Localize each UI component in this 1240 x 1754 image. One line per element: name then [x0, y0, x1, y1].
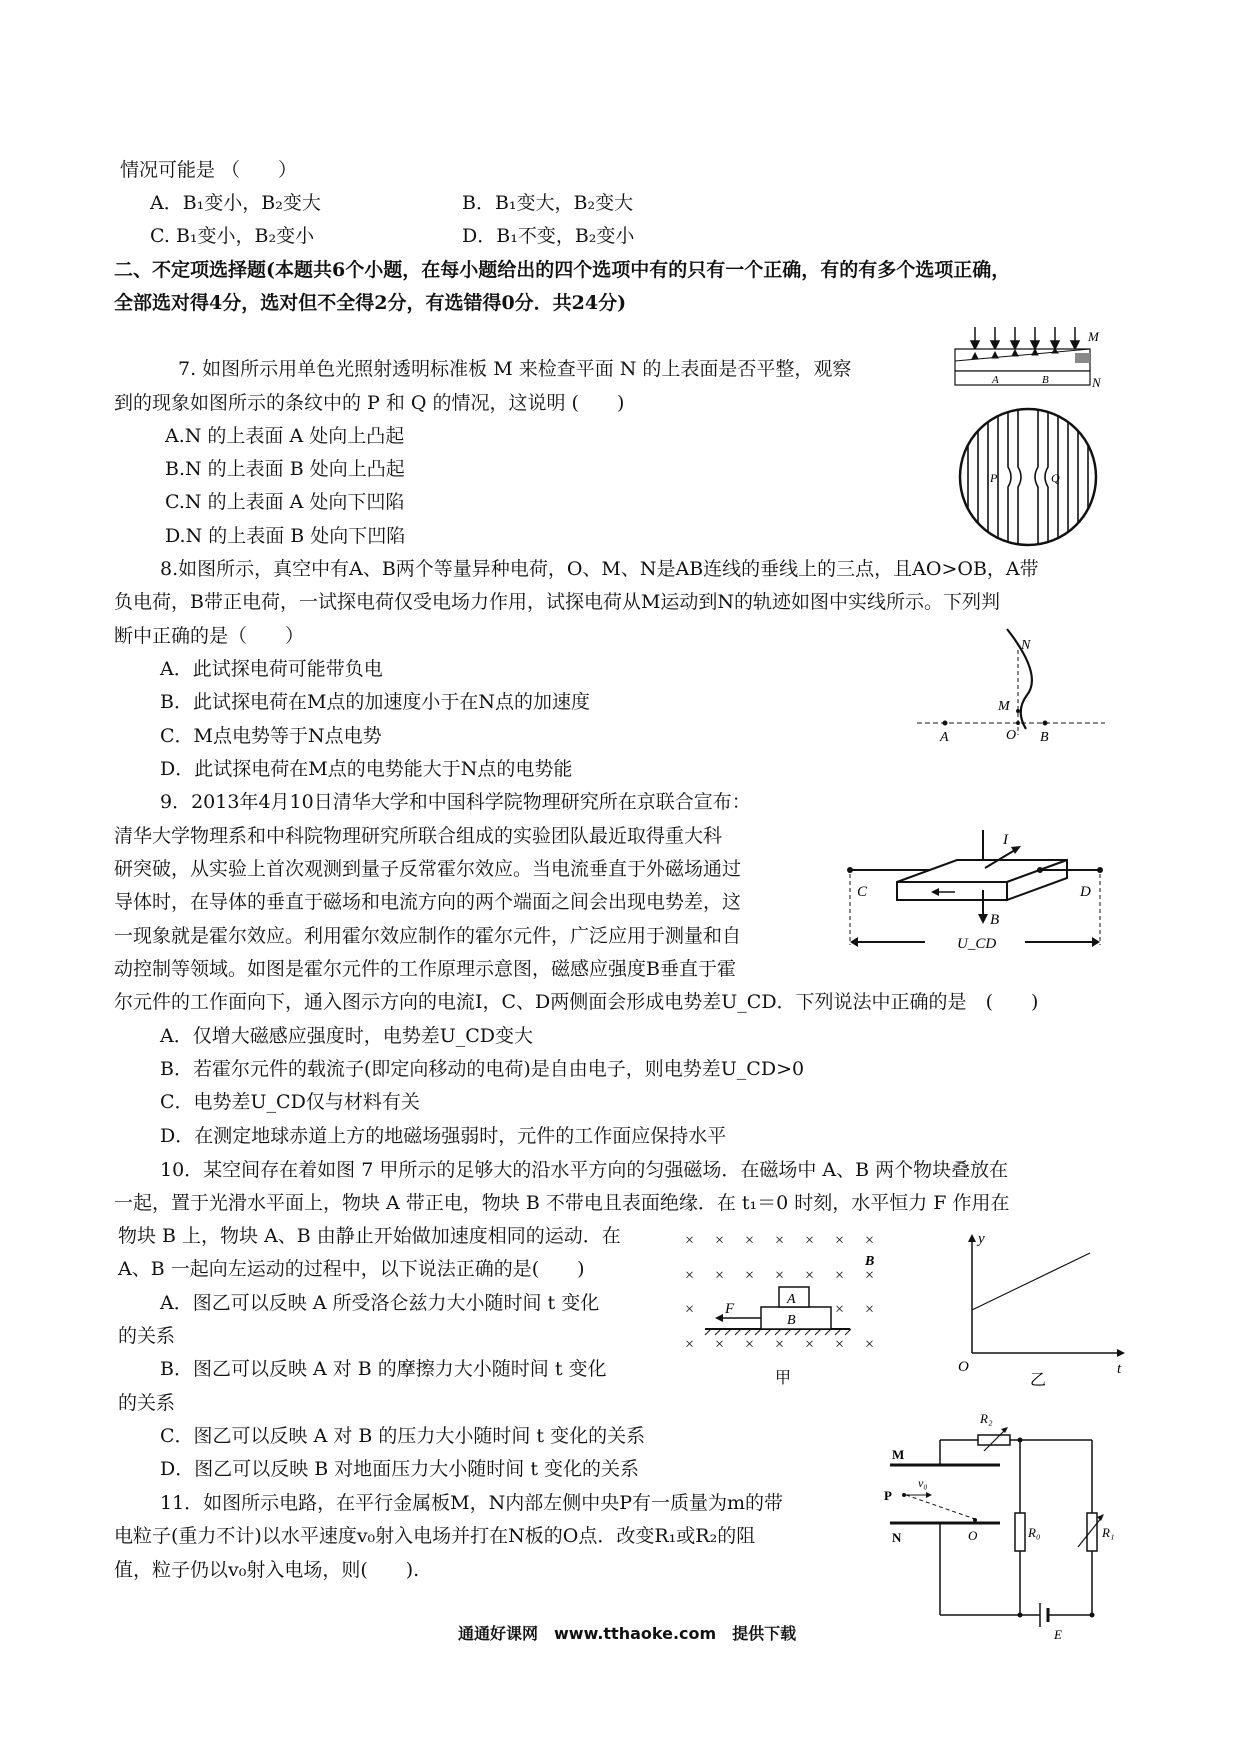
svg-text:×: × — [835, 1301, 845, 1318]
q9-option-d: D．在测定地球赤道上方的地磁场强弱时，元件的工作面应保持水平 — [160, 1125, 727, 1147]
svg-text:×: × — [685, 1336, 695, 1353]
q9-stem-3: 研突破，从实验上首次观测到量子反常霍尔效应。当电流垂直于外磁场通过 — [114, 858, 742, 880]
q11-label-o: O — [968, 1528, 978, 1543]
q10-stem-1: 10．某空间存在着如图 7 甲所示的足够大的沿水平方向的匀强磁场．在磁场中 A、B 两个物块叠放在 — [160, 1159, 1009, 1181]
q10-label-f: F — [725, 1301, 735, 1317]
svg-text:×: × — [805, 1336, 815, 1353]
q7-label-n: N — [1092, 375, 1101, 390]
svg-text:×: × — [805, 1232, 815, 1249]
q8-option-d: D．此试探电荷在M点的电势能大于N点的电势能 — [160, 758, 573, 780]
svg-text:×: × — [745, 1336, 755, 1353]
q11-label-r1: R₁ — [1102, 1525, 1115, 1540]
q7-option-b: B.N 的上表面 B 处向上凸起 — [165, 458, 405, 480]
q8-stem-1: 8.如图所示，真空中有A、B两个等量异种电荷，O、M、N是AB连线的垂线上的三点，且AO>OB，A带 — [160, 558, 1039, 580]
svg-text:×: × — [865, 1336, 875, 1353]
q10-label-b: B — [787, 1313, 796, 1328]
q7-label-a: A — [992, 374, 999, 386]
q10-option-b-1: B．图乙可以反映 A 对 B 的摩擦力大小随时间 t 变化 — [160, 1358, 607, 1380]
q9-label-c: C — [857, 884, 868, 900]
q11-label-r2: R₂ — [980, 1411, 993, 1426]
q10-label-field: B — [865, 1254, 875, 1269]
q7-label-b: B — [1042, 374, 1049, 386]
q10-label-origin: O — [958, 1359, 969, 1375]
q10-figure-yi-graph — [950, 1225, 1130, 1390]
svg-text:×: × — [835, 1336, 845, 1353]
svg-text:×: × — [715, 1267, 725, 1284]
q8-label-o: O — [1006, 728, 1017, 743]
q9-label-i: I — [1003, 832, 1008, 848]
svg-text:×: × — [685, 1301, 695, 1318]
q11-label-p: P — [884, 1488, 892, 1503]
svg-text:×: × — [835, 1267, 845, 1284]
q11-stem-1: 11．如图所示电路，在平行金属板M，N内部左侧中央P有一质量为m的带 — [160, 1492, 784, 1514]
svg-text:×: × — [865, 1267, 875, 1284]
q6-stem: 情况可能是 （ ） — [120, 159, 298, 181]
q9-label-ucd: U_CD — [957, 936, 997, 952]
q10-stem-3: 物块 B 上，物块 A、B 由静止开始做加速度相同的运动．在 — [118, 1225, 621, 1247]
svg-text:×: × — [715, 1336, 725, 1353]
q7-interference-figure — [950, 325, 1125, 555]
q6-option-a: A．B₁变小，B₂变大 — [150, 192, 321, 214]
q7-stem-1: 7. 如图所示用单色光照射透明标准板 M 来检查平面 N 的上表面是否平整，观察 — [178, 358, 852, 380]
q6-option-c: C. B₁变小，B₂变小 — [150, 225, 315, 247]
q9-stem-1: 9．2013年4月10日清华大学和中国科学院物理研究所在京联合宣布： — [160, 791, 751, 813]
q9-option-a: A．仅增大磁感应强度时，电势差U_CD变大 — [160, 1025, 534, 1047]
svg-text:×: × — [865, 1232, 875, 1249]
q11-stem-3: 值，粒子仍以v₀射入电场，则( ). — [114, 1559, 420, 1581]
svg-text:×: × — [685, 1232, 695, 1249]
q10-label-y: y — [978, 1231, 985, 1247]
q8-label-a: A — [940, 730, 949, 745]
q6-option-d: D．B₁不变，B₂变小 — [462, 225, 635, 247]
svg-text:×: × — [775, 1267, 785, 1284]
svg-text:×: × — [715, 1232, 725, 1249]
q9-option-b: B．若霍尔元件的载流子(即定向移动的电荷)是自由电子，则电势差U_CD>0 — [160, 1058, 805, 1080]
q10-option-c: C．图乙可以反映 A 对 B 的压力大小随时间 t 变化的关系 — [160, 1425, 646, 1447]
q9-hall-element-figure — [845, 820, 1115, 970]
q10-option-b-2: 的关系 — [118, 1392, 176, 1414]
q8-option-a: A．此试探电荷可能带负电 — [160, 658, 383, 680]
svg-text:×: × — [865, 1301, 875, 1318]
q9-stem-5: 一现象就是霍尔效应。利用霍尔效应制作的霍尔元件，广泛应用于测量和自 — [114, 925, 742, 947]
q9-stem-4: 导体时，在导体的垂直于磁场和电流方向的两个端面之间会出现电势差，这 — [114, 891, 742, 913]
q10-label-jia: 甲 — [775, 1370, 792, 1387]
q8-label-n: N — [1021, 638, 1031, 653]
q7-option-c: C.N 的上表面 A 处向下凹陷 — [165, 491, 405, 513]
q9-stem-6: 动控制等领域。如图是霍尔元件的工作原理示意图，磁感应强度B垂直于霍 — [114, 958, 736, 980]
svg-text:×: × — [745, 1232, 755, 1249]
q7-label-p: P — [990, 471, 998, 485]
q9-label-d: D — [1080, 884, 1091, 900]
section2-heading-2: 全部选对得4分，选对但不全得2分，有选错得0分．共24分) — [114, 292, 627, 314]
q10-option-a-2: 的关系 — [118, 1325, 176, 1347]
q9-option-c: C．电势差U_CD仅与材料有关 — [160, 1091, 420, 1113]
q10-label-yi: 乙 — [1030, 1372, 1047, 1389]
q11-stem-2: 电粒子(重力不计)以水平速度v₀射入电场并打在N板的O点．改变R₁或R₂的阻 — [114, 1525, 756, 1547]
q8-option-b: B．此试探电荷在M点的加速度小于在N点的加速度 — [160, 691, 591, 713]
q9-label-b: B — [990, 912, 1000, 928]
q9-stem-7: 尔元件的工作面向下，通入图示方向的电流I，C、D两侧面会形成电势差U_CD．下列说法中正确的是 ( ) — [114, 991, 1039, 1013]
q7-label-q: Q — [1051, 471, 1060, 485]
q10-figure-jia — [675, 1225, 895, 1390]
q8-stem-2: 负电荷，B带正电荷，一试探电荷仅受电场力作用，试探电荷从M运动到N的轨迹如图中实线所示。下列判 — [114, 591, 1001, 613]
q10-label-a: A — [787, 1292, 796, 1307]
q10-stem-4: A、B 一起向左运动的过程中，以下说法正确的是( ) — [118, 1258, 585, 1280]
q11-label-r0: R₀ — [1028, 1525, 1041, 1540]
q8-stem-3: 断中正确的是（ ） — [114, 625, 305, 647]
section2-heading-1: 二、不定项选择题(本题共6个小题，在每小题给出的四个选项中有的只有一个正确，有的有多个选项正确， — [114, 259, 1011, 281]
svg-text:×: × — [775, 1336, 785, 1353]
q8-option-c: C．M点电势等于N点电势 — [160, 725, 382, 747]
q11-label-n: N — [892, 1530, 902, 1545]
q11-label-m: M — [892, 1447, 905, 1462]
q7-option-a: A.N 的上表面 A 处向上凸起 — [165, 425, 405, 447]
q8-label-m: M — [998, 699, 1010, 714]
svg-text:×: × — [835, 1232, 845, 1249]
svg-text:×: × — [685, 1267, 695, 1284]
q11-label-e: E — [1054, 1627, 1062, 1640]
q10-stem-2: 一起，置于光滑水平面上，物块 A 带正电，物块 B 不带电且表面绝缘．在 t₁＝0 时刻，水平恒力 F 作用在 — [114, 1192, 1010, 1214]
q7-stem-2: 到的现象如图所示的条纹中的 P 和 Q 的情况，这说明 ( ) — [114, 392, 625, 414]
page-footer: 通通好课网 www.tthaoke.com 提供下载 — [458, 1624, 797, 1643]
q7-label-m: M — [1088, 329, 1099, 344]
svg-text:×: × — [775, 1232, 785, 1249]
q10-option-a-1: A．图乙可以反映 A 所受洛仑兹力大小随时间 t 变化 — [160, 1292, 600, 1314]
svg-text:×: × — [745, 1267, 755, 1284]
q10-option-d: D．图乙可以反映 B 对地面压力大小随时间 t 变化的关系 — [160, 1458, 639, 1480]
q7-option-d: D.N 的上表面 B 处向下凹陷 — [165, 525, 406, 547]
q8-label-b: B — [1040, 730, 1049, 745]
q9-stem-2: 清华大学物理系和中科院物理研究所联合组成的实验团队最近取得重大科 — [114, 825, 723, 847]
svg-text:×: × — [805, 1267, 815, 1284]
q6-option-b: B．B₁变大，B₂变大 — [462, 192, 634, 214]
q11-label-v0: v₀ — [918, 1476, 928, 1490]
q8-trajectory-figure — [915, 625, 1115, 755]
q10-label-t: t — [1117, 1361, 1122, 1377]
q11-circuit-figure — [880, 1395, 1120, 1640]
